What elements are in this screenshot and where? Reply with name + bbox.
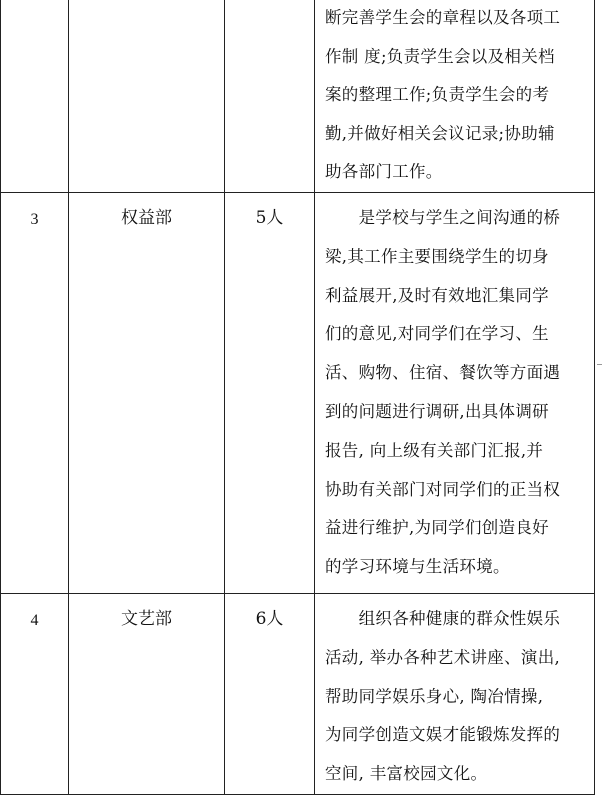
description-line: 是学校与学生之间沟通的桥 <box>325 207 561 227</box>
department-cell <box>69 593 225 794</box>
row-number: 3 <box>30 210 39 228</box>
people-count-cell <box>225 0 315 192</box>
description-cell <box>315 192 595 593</box>
description-line: 梁,其工作主要围绕学生的切身 <box>325 246 549 266</box>
description-line: 活、购物、住宿、餐饮等方面遇 <box>325 363 561 383</box>
description-line: 断完善学生会的章程以及各项工 <box>325 8 561 27</box>
description-line: 为同学创造文娱才能锻炼发挥的 <box>325 725 561 745</box>
row-number: 4 <box>30 611 39 629</box>
description-line: 益进行维护,为同学们创造良好 <box>325 518 549 538</box>
description-text <box>315 594 594 794</box>
department-cell <box>69 192 225 593</box>
description-line: 利益展开,及时有效地汇集同学 <box>325 285 549 305</box>
department-name: 权益部 <box>121 207 172 228</box>
description-line: 协助有关部门对同学们的正当权 <box>325 479 561 499</box>
people-count-cell <box>225 593 315 794</box>
table-row <box>1 593 595 794</box>
row-number-cell <box>1 593 69 794</box>
page-edge-mark <box>597 364 602 365</box>
description-line: 案的整理工作;负责学生会的考 <box>325 85 550 105</box>
department-name: 文艺部 <box>121 608 172 629</box>
description-text <box>315 193 594 587</box>
description-line: 勤,并做好相关会议记录;协助辅 <box>325 123 555 143</box>
table-row <box>1 192 595 593</box>
description-line: 的学习环境与生活环境。 <box>325 557 510 577</box>
description-line: 助各部门工作。 <box>325 162 443 182</box>
description-cell <box>315 0 595 192</box>
people-count: 5人 <box>255 207 284 228</box>
description-line: 活动, 举办各种艺术讲座、演出, <box>325 647 561 667</box>
description-line: 到的问题进行调研,出具体调研 <box>325 401 549 421</box>
description-line: 们的意见,对同学们在学习、生 <box>325 324 549 344</box>
description-line: 作制 度;负责学生会以及相关档 <box>325 46 555 66</box>
people-count: 6人 <box>255 608 284 629</box>
row-number-cell <box>1 0 69 192</box>
description-line: 帮助同学娱乐身心, 陶冶情操, <box>325 686 544 706</box>
description-line: 组织各种健康的群众性娱乐 <box>325 608 561 628</box>
description-cell <box>315 593 595 794</box>
description-line: 空间, 丰富校园文化。 <box>325 764 488 784</box>
table-row <box>1 0 595 192</box>
department-cell <box>69 0 225 192</box>
description-line: 报告, 向上级有关部门汇报,并 <box>325 440 544 460</box>
people-count-cell <box>225 192 315 593</box>
description-text <box>315 0 594 192</box>
row-number-cell <box>1 192 69 593</box>
